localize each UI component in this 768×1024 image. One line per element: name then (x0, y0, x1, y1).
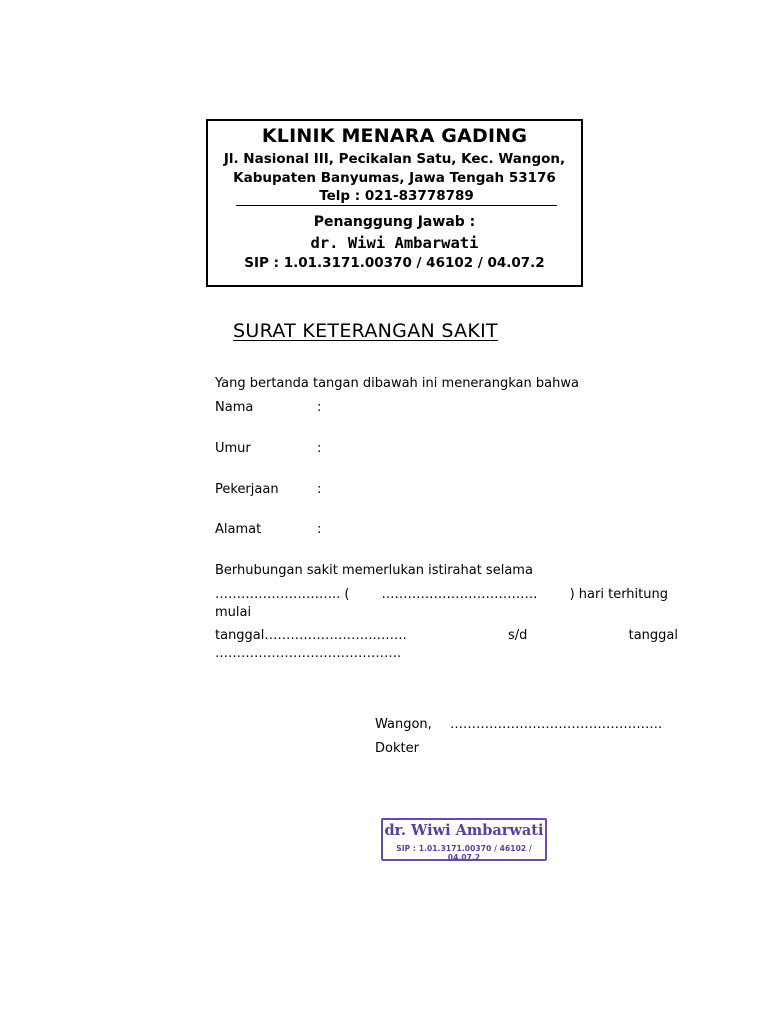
end-date-label: tanggal (628, 628, 678, 643)
field-label-umur: Umur (215, 441, 251, 456)
doctor-name: dr. Wiwi Ambarwati (310, 234, 479, 252)
start-date: tanggal……………………..……. (215, 628, 407, 643)
field-colon: : (317, 522, 322, 537)
field-colon: : (317, 482, 322, 497)
clinic-address-line1: Jl. Nasional III, Pecikalan Satu, Kec. Wangon, (223, 151, 566, 167)
clinic-header-box (206, 119, 583, 287)
field-colon: : (317, 441, 322, 456)
until-text: s/d (508, 628, 528, 643)
signature-place: Wangon, (375, 717, 432, 732)
field-label-pekerjaan: Pekerjaan (215, 482, 279, 497)
responsible-label: Penanggung Jawab : (313, 214, 476, 230)
rest-statement: Berhubungan sakit memerlukan istirahat selama (215, 563, 533, 578)
days-suffix: ) hari terhitung (569, 587, 668, 602)
mulai-text: mulai (215, 605, 252, 620)
doctor-stamp (381, 818, 547, 861)
field-label-alamat: Alamat (215, 522, 262, 537)
clinic-address-line2: Kabupaten Banyumas, Jawa Tengah 53176 (233, 170, 556, 186)
days-number-dots: ……………………….. ( (215, 587, 350, 602)
signature-role: Dokter (375, 741, 419, 756)
stamp-sip: SIP : 1.01.3171.00370 / 46102 / 04.07.2 (396, 844, 532, 862)
end-date-dots: ……………………………………. (215, 646, 402, 661)
intro-text: Yang bertanda tangan dibawah ini menerangkan bahwa (215, 376, 579, 391)
clinic-name: KLINIK MENARA GADING (261, 125, 528, 147)
rest-duration-line (215, 587, 668, 602)
signature-date-dots: …………………………………………. (450, 717, 663, 732)
field-label-nama: Nama (215, 400, 254, 415)
stamp-doctor-name: dr. Wiwi Ambarwati (384, 822, 544, 839)
doctor-sip: SIP : 1.01.3171.00370 / 46102 / 04.07.2 (244, 255, 545, 271)
date-range-line (215, 628, 678, 643)
field-colon: : (317, 400, 322, 415)
clinic-phone: Telp : 021-83778789 (236, 188, 557, 206)
document-title: SURAT KETERANGAN SAKIT (233, 320, 498, 342)
days-words-dots: ……………………………… (381, 587, 538, 602)
